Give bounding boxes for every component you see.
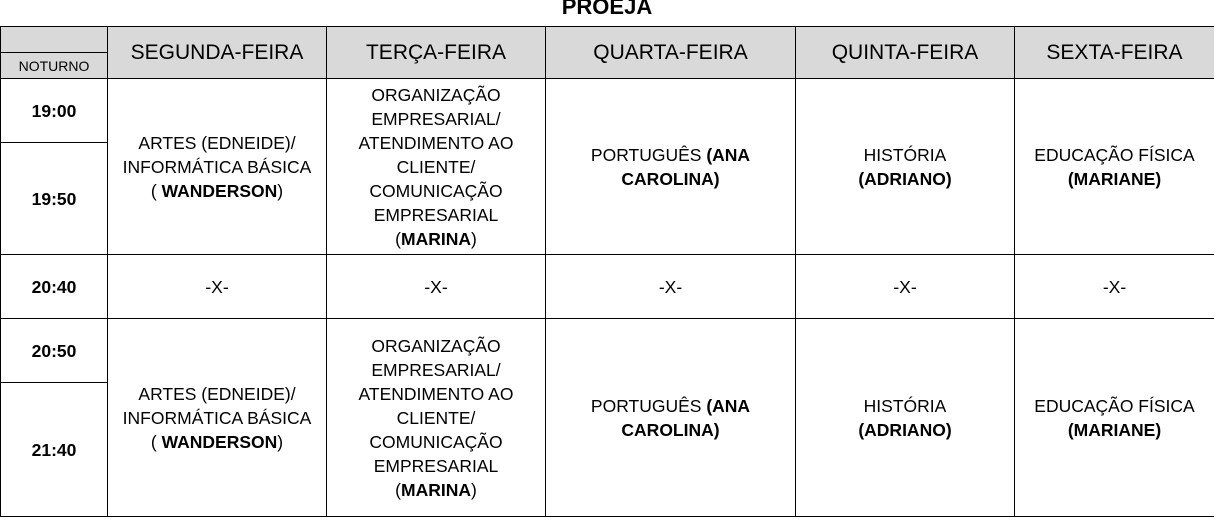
page-title: PROEJA bbox=[561, 0, 653, 19]
cell-terca-block2: ORGANIZAÇÃO EMPRESARIAL/ ATENDIMENTO AO CLIENTE/ COMUNICAÇÃO EMPRESARIAL (MARINA) bbox=[327, 319, 546, 517]
header-segunda: SEGUNDA-FEIRA bbox=[108, 27, 327, 79]
break-cell: -X- bbox=[546, 255, 796, 319]
time-cell: 20:50 bbox=[1, 319, 108, 383]
time-cell: 19:00 bbox=[1, 79, 108, 143]
cell-sexta-block1: EDUCAÇÃO FÍSICA (MARIANE) bbox=[1015, 79, 1214, 255]
cell-terca-block1: ORGANIZAÇÃO EMPRESARIAL/ ATENDIMENTO AO CLIENTE/ COMUNICAÇÃO EMPRESARIAL (MARINA) bbox=[327, 79, 546, 255]
cell-quinta-block2: HISTÓRIA (ADRIANO) bbox=[796, 319, 1015, 517]
header-terca: TERÇA-FEIRA bbox=[327, 27, 546, 79]
break-cell: -X- bbox=[327, 255, 546, 319]
cell-segunda-block1: ARTES (EDNEIDE)/ INFORMÁTICA BÁSICA ( WANDERSON) bbox=[108, 79, 327, 255]
break-cell: -X- bbox=[108, 255, 327, 319]
noturno-label: NOTURNO bbox=[1, 53, 108, 79]
schedule-table bbox=[0, 26, 1214, 517]
cell-quarta-block1: PORTUGUÊS (ANA CAROLINA) bbox=[546, 79, 796, 255]
break-cell: -X- bbox=[796, 255, 1015, 319]
header-quinta: QUINTA-FEIRA bbox=[796, 27, 1015, 79]
header-sexta: SEXTA-FEIRA bbox=[1015, 27, 1214, 79]
cell-quarta-block2: PORTUGUÊS (ANA CAROLINA) bbox=[546, 319, 796, 517]
cell-quinta-block1: HISTÓRIA (ADRIANO) bbox=[796, 79, 1015, 255]
time-cell: 20:40 bbox=[1, 255, 108, 319]
time-cell: 19:50 bbox=[1, 143, 108, 255]
cell-sexta-block2: EDUCAÇÃO FÍSICA (MARIANE) bbox=[1015, 319, 1214, 517]
time-cell: 21:40 bbox=[1, 383, 108, 517]
break-cell: -X- bbox=[1015, 255, 1214, 319]
header-quarta: QUARTA-FEIRA bbox=[546, 27, 796, 79]
corner-cell bbox=[1, 27, 108, 53]
cell-segunda-block2: ARTES (EDNEIDE)/ INFORMÁTICA BÁSICA ( WANDERSON) bbox=[108, 319, 327, 517]
